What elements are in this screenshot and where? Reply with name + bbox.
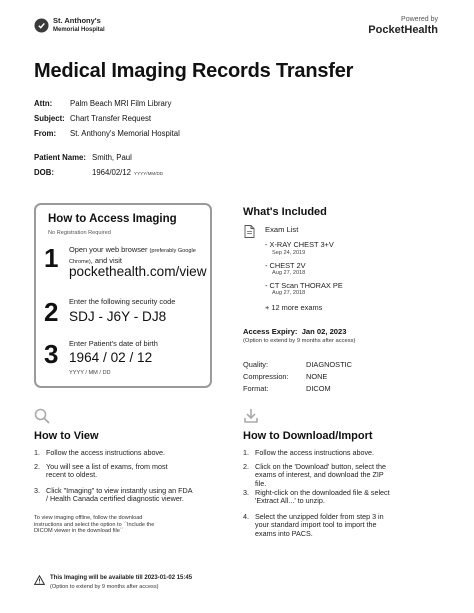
meta-key: Attn: — [34, 99, 53, 108]
meta-row-subject — [34, 111, 274, 126]
list-item-text: your standard import tool to import the — [255, 520, 377, 530]
list-item-text: exams of interest, and download the ZIP — [255, 470, 384, 480]
exam-item-date: Aug 27, 2018 — [272, 290, 306, 296]
hospital-logo-icon — [34, 18, 49, 33]
patient-dob-format: YYYY/MM/DD — [134, 171, 164, 177]
exam-item-name: - CT Scan THORAX PE — [265, 281, 343, 290]
step-3-number: 3 — [44, 339, 59, 369]
hospital-name-line2: Memorial Hospital — [53, 26, 105, 33]
step-2-number: 2 — [44, 297, 59, 327]
list-item-text: Right-click on the downloaded file & select — [255, 488, 390, 497]
list-item-text: Follow the access instructions above. — [46, 448, 166, 457]
access-subtitle: No Registration Required — [48, 230, 111, 236]
list-item-number: 2. — [34, 462, 40, 471]
spec-key: Compression: — [243, 372, 289, 381]
list-item-number: 4. — [243, 512, 249, 521]
step-1-number: 1 — [44, 243, 59, 273]
step-3-format: YYYY / MM / DD — [69, 370, 111, 376]
document-icon — [244, 225, 255, 238]
patient-dob-row — [34, 165, 274, 180]
meta-row-from — [34, 126, 274, 141]
patient-info — [34, 150, 274, 182]
spec-row-compression — [243, 372, 443, 382]
spec-row-format — [243, 384, 443, 394]
list-item-number: 3. — [243, 488, 249, 497]
warning-icon — [34, 575, 45, 585]
list-item-text: recent to oldest. — [46, 470, 98, 480]
meta-value: Palm Beach MRI Film Library — [70, 99, 172, 108]
step-1-text-tail: , and visit — [90, 256, 122, 265]
list-item-text: Click on the 'Download' button, select the — [255, 462, 386, 471]
more-exams-count: + 12 more exams — [265, 303, 323, 312]
meta-row-attn — [34, 96, 274, 111]
step-3-text: Enter Patient's date of birth — [69, 339, 158, 348]
note-line: instructions and select the option to ``Include the — [34, 521, 155, 528]
how-to-view-list — [34, 449, 234, 511]
meta-key: Subject: — [34, 114, 65, 124]
expiry-note: (Option to extend by 9 months after access) — [243, 338, 356, 344]
patient-name-row — [34, 150, 274, 165]
expiry-label: Access Expiry: — [243, 327, 298, 336]
list-item-number: 1. — [243, 448, 249, 457]
transfer-meta — [34, 96, 274, 142]
note-line: DICOM viewer in the download file`` — [34, 528, 124, 535]
access-instructions-box — [34, 203, 212, 388]
download-icon — [243, 408, 259, 424]
list-item-text: / Health Canada certified diagnostic viewer. — [46, 494, 184, 504]
powered-by — [368, 16, 438, 36]
how-to-download-list — [243, 449, 443, 569]
availability-extend-note: (Option to extend by 9 months after access) — [50, 584, 159, 590]
access-title: How to Access Imaging — [48, 213, 177, 225]
meta-value: St. Anthony's Memorial Hospital — [70, 129, 180, 139]
how-to-view-title: How to View — [34, 430, 99, 442]
list-item-number: 2. — [243, 462, 249, 471]
availability-notice: This Imaging will be available till 2023-01-02 15:45 — [50, 575, 193, 581]
list-item-text: exams into PACS. — [255, 528, 313, 538]
hospital-name-line1: St. Anthony's — [53, 16, 101, 25]
spec-key: Quality: — [243, 360, 269, 369]
list-item-text: You will see a list of exams, from most — [46, 462, 168, 471]
meta-value: Chart Transfer Request — [70, 114, 152, 124]
step-1-text-main: Open your web browser — [69, 245, 148, 254]
search-icon — [34, 408, 50, 424]
included-title: What's Included — [243, 206, 327, 218]
brand-name: PocketHealth — [368, 24, 438, 36]
exam-list-label: Exam List — [265, 225, 299, 234]
step-1-text-pref: (preferably Google Chrome) — [69, 248, 196, 265]
page-title: Medical Imaging Records Transfer — [34, 60, 354, 82]
note-line: To view imaging offline, follow the download — [34, 515, 143, 521]
spec-row-quality — [243, 360, 443, 370]
patient-name-value: Smith, Paul — [92, 153, 132, 162]
exam-item-name: - X-RAY CHEST 3+V — [265, 240, 334, 249]
patient-dob-value: 1964/02/12 — [92, 168, 132, 178]
step-3-dob: 1964 / 02 / 12 — [69, 350, 153, 365]
list-item-text: file. — [255, 478, 267, 488]
access-expiry — [243, 327, 346, 336]
list-item-number: 1. — [34, 448, 40, 457]
exam-item-date: Aug 27, 2018 — [272, 270, 306, 276]
patient-dob-key: DOB: — [34, 168, 54, 178]
expiry-value: Jan 02, 2023 — [301, 327, 347, 336]
how-to-download-title: How to Download/Import — [243, 430, 373, 442]
access-url-link[interactable]: pockethealth.com/view — [69, 264, 207, 279]
list-item-text: Click "Imaging" to view instantly using an FDA — [46, 486, 193, 495]
exam-item-name: - CHEST 2V — [265, 261, 306, 270]
meta-key: From: — [34, 129, 57, 139]
list-item-text: Select the unzipped folder from step 3 in — [255, 512, 384, 521]
security-code: SDJ - J6Y - DJ8 — [69, 309, 167, 324]
powered-by-label: Powered by — [401, 16, 438, 23]
patient-dob-value-wrap — [92, 165, 163, 181]
spec-key: Format: — [243, 384, 269, 393]
hospital-name — [53, 17, 105, 34]
spec-value: DIAGNOSTIC — [306, 360, 352, 369]
list-item-text: 'Extract All...' to unzip. — [255, 496, 325, 506]
step-2-text: Enter the following security code — [69, 297, 176, 306]
list-item-number: 3. — [34, 486, 40, 495]
exam-item-date: Sep 24, 2019 — [272, 250, 306, 256]
spec-value: DICOM — [306, 384, 331, 393]
patient-name-key: Patient Name: — [34, 153, 86, 162]
list-item-text: Follow the access instructions above. — [255, 448, 375, 457]
spec-value: NONE — [306, 372, 328, 381]
offline-viewing-note — [34, 515, 224, 535]
